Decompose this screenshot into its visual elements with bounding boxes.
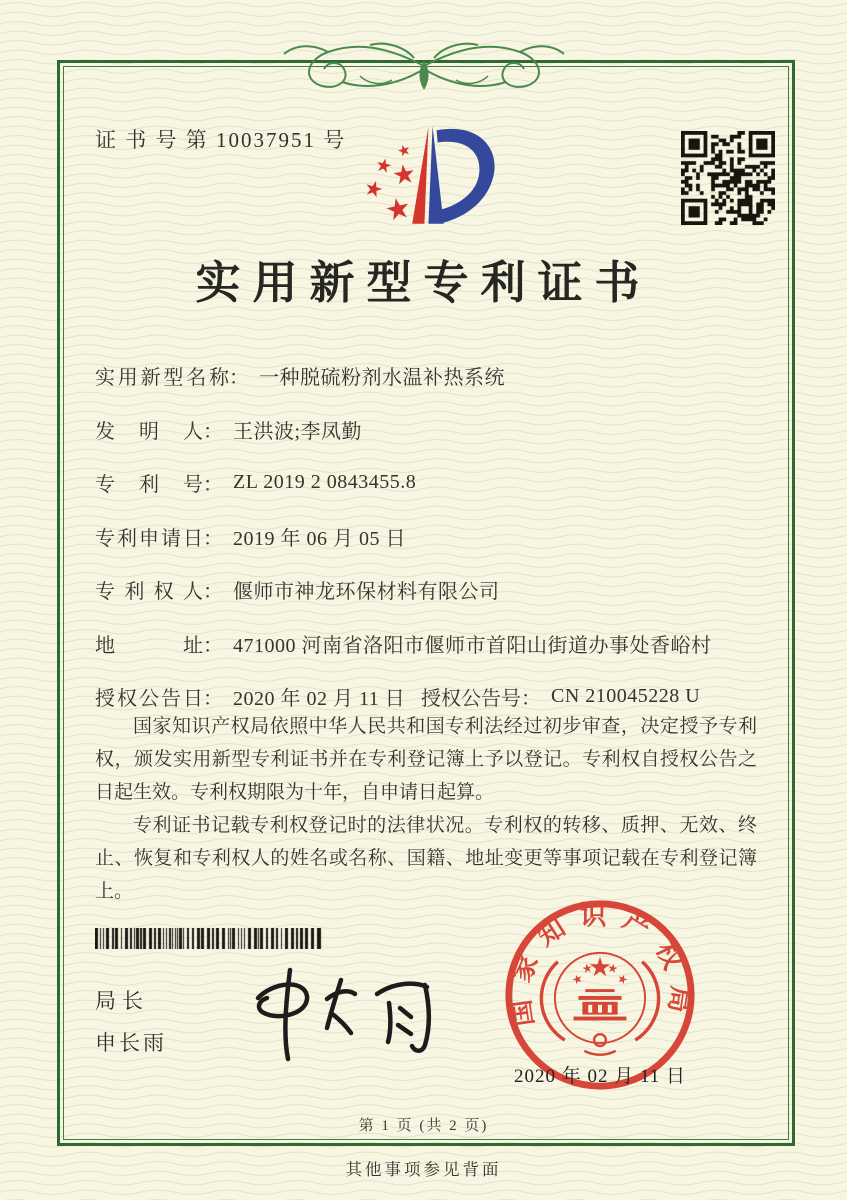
- seal-date: 2020 年 02 月 11 日: [513, 1066, 687, 1087]
- field-value: 2020 年 02 月 11 日: [233, 688, 406, 711]
- qr-code: [681, 131, 775, 225]
- field-label: 授权公告号: [421, 688, 521, 711]
- field-label: 授权公告日: [95, 688, 203, 711]
- field-label: 实用新型名称: [95, 367, 229, 390]
- field-address: 地址 ： 471000 河南省洛阳市偃师市首阳山街道办事处香峪村: [95, 617, 760, 671]
- director-title: 局长: [95, 989, 149, 1013]
- field-value: 一种脱硫粉剂水温补热系统: [259, 367, 505, 390]
- cnipa-patent-logo-icon: [338, 110, 523, 242]
- field-value: 471000 河南省洛阳市偃师市首阳山街道办事处香峪村: [233, 634, 712, 657]
- field-value: 王洪波;李凤勤: [233, 420, 363, 443]
- certificate-number: 证 书 号 第 10037951 号: [95, 128, 347, 152]
- certificate-title: 实用新型专利证书: [195, 258, 652, 308]
- page-number: 第 1 页 (共 2 页): [358, 1118, 489, 1134]
- top-flourish-ornament-icon: [264, 32, 584, 100]
- field-utility-model-name: 实用新型名称 ： 一种脱硫粉剂水温补热系统: [95, 349, 760, 403]
- field-value: ZL 2019 2 0843455.8: [233, 471, 417, 494]
- field-label: 发明人: [95, 420, 203, 443]
- field-value: 偃师市神龙环保材料有限公司: [233, 581, 500, 604]
- director-name: 申长雨: [95, 1031, 167, 1055]
- field-filing-date: 专利申请日 ： 2019 年 06 月 05 日: [95, 510, 760, 564]
- certificate-fields: [95, 349, 760, 724]
- field-label: 专利权人: [95, 581, 203, 604]
- national-emblem-icon: [571, 957, 628, 1021]
- field-inventor: 发明人 ： 王洪波;李凤勤: [95, 403, 760, 457]
- field-patent-number: 专利号 ： ZL 2019 2 0843455.8: [95, 456, 760, 510]
- director-signature: [228, 952, 448, 1067]
- field-grant-date: 授权公告日 ： 2020 年 02 月 11 日 授权公告号 ： CN 210045228 U: [95, 670, 760, 724]
- back-side-note: 其他事项参见背面: [345, 1160, 502, 1179]
- field-grant-number: 授权公告号 ： CN 210045228 U: [421, 682, 700, 711]
- legal-text: [95, 710, 757, 908]
- seal-text: 国家知识产权局: [503, 900, 697, 1029]
- field-value: CN 210045228 U: [551, 685, 701, 708]
- barcode: [95, 928, 323, 949]
- field-label: 专利申请日: [95, 527, 203, 550]
- field-label: 地址: [95, 634, 203, 657]
- legal-paragraph-1: 国家知识产权局依照中华人民共和国专利法经过初步审查，决定授予专利权，颁发实用新型专利证书并在专利登记簿上予以登记。专利权自授权公告之日起生效。专利权期限为十年，自申请日起算。: [95, 716, 757, 803]
- field-patentee: 专利权人 ： 偃师市神龙环保材料有限公司: [95, 563, 760, 617]
- field-value: 2019 年 06 月 05 日: [233, 527, 406, 550]
- field-label: 专利号: [95, 474, 203, 497]
- legal-paragraph-2: 专利证书记载专利权登记时的法律状况。专利权的转移、质押、无效、终止、恢复和专利权人的姓名或名称、国籍、地址变更等事项记载在专利登记簿上。: [95, 815, 757, 902]
